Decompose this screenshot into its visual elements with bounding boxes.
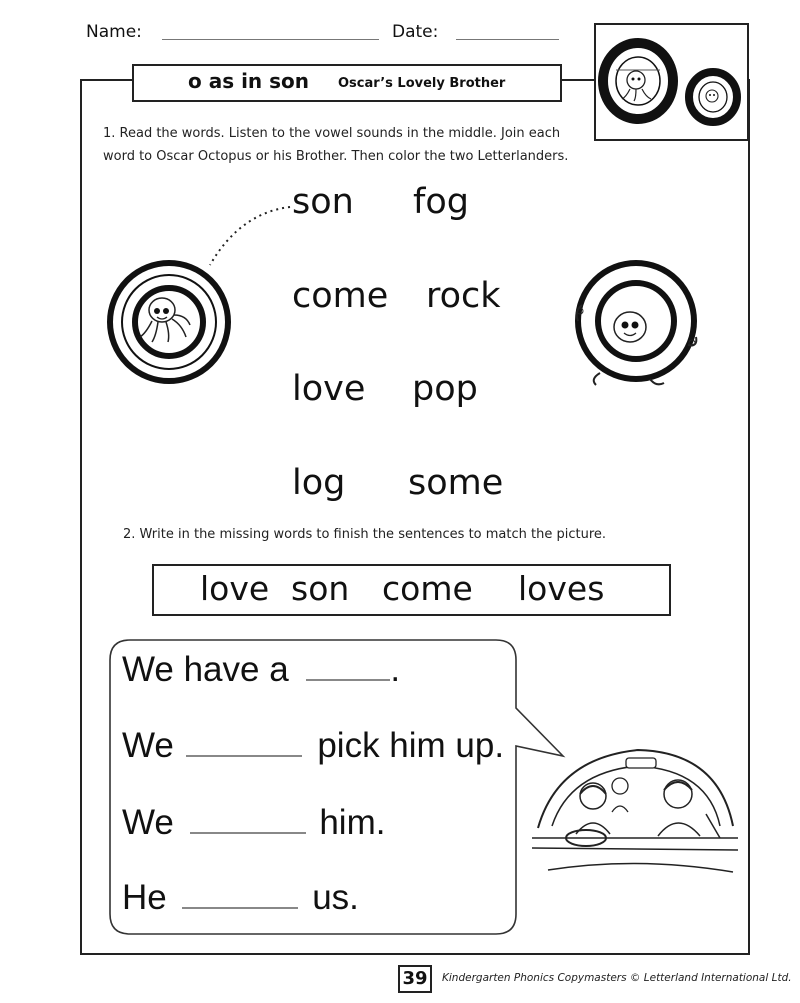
sentence-3-end: him. [319, 803, 386, 842]
bank-word-loves: loves [518, 569, 605, 608]
oscar-brother-icon[interactable] [570, 255, 705, 387]
word-right-4[interactable]: some [408, 463, 504, 503]
sentence-3-start: We [122, 803, 174, 842]
sentence-1-start: We have a [122, 650, 289, 689]
sentence-2-start: We [122, 726, 174, 765]
task1-line2: word to Oscar Octopus or his Brother. Then color the two Letterlanders. [103, 149, 569, 164]
oscar-octopus-icon[interactable] [104, 258, 234, 386]
blank-4[interactable] [182, 907, 298, 909]
sentence-4-start: He [122, 878, 167, 917]
blank-3[interactable] [190, 832, 306, 834]
word-left-3[interactable]: love [292, 369, 366, 409]
date-label: Date: [392, 22, 439, 42]
date-line[interactable] [456, 39, 559, 40]
character-name: Oscar’s Lovely Brother [338, 76, 506, 91]
bank-word-love: love [200, 569, 270, 608]
sentence-2 [122, 726, 504, 766]
blank-1[interactable] [306, 679, 390, 681]
bank-word-son: son [291, 569, 350, 608]
sound-title: o as in son [188, 69, 310, 93]
title-box [132, 64, 562, 102]
letter-logo [594, 23, 749, 141]
task1-line1: 1. Read the words. Listen to the vowel sounds in the middle. Join each [103, 126, 561, 141]
footer-credit: Kindergarten Phonics Copymasters © Letterland International Ltd. [442, 972, 792, 984]
word-right-2[interactable]: rock [426, 276, 501, 316]
word-left-4[interactable]: log [292, 463, 346, 503]
page-number: 39 [398, 965, 432, 993]
family-car-icon [528, 738, 742, 886]
sentence-4 [122, 878, 359, 918]
oo-letters-icon [596, 25, 747, 139]
bank-word-come: come [382, 569, 473, 608]
sentence-1-end: . [390, 650, 401, 689]
word-right-1[interactable]: fog [413, 182, 469, 222]
sentence-4-end: us. [312, 878, 359, 917]
sentence-2-end: pick him up. [317, 726, 505, 765]
task2-text: 2. Write in the missing words to finish the sentences to match the picture. [123, 527, 607, 542]
word-left-2[interactable]: come [292, 276, 389, 316]
blank-2[interactable] [186, 755, 302, 757]
sentence-1 [122, 650, 400, 690]
word-left-1[interactable]: son [292, 182, 354, 222]
name-label: Name: [86, 22, 142, 42]
sentence-3 [122, 803, 385, 843]
word-bank [152, 564, 671, 616]
name-line[interactable] [162, 39, 379, 40]
word-right-3[interactable]: pop [412, 369, 478, 409]
